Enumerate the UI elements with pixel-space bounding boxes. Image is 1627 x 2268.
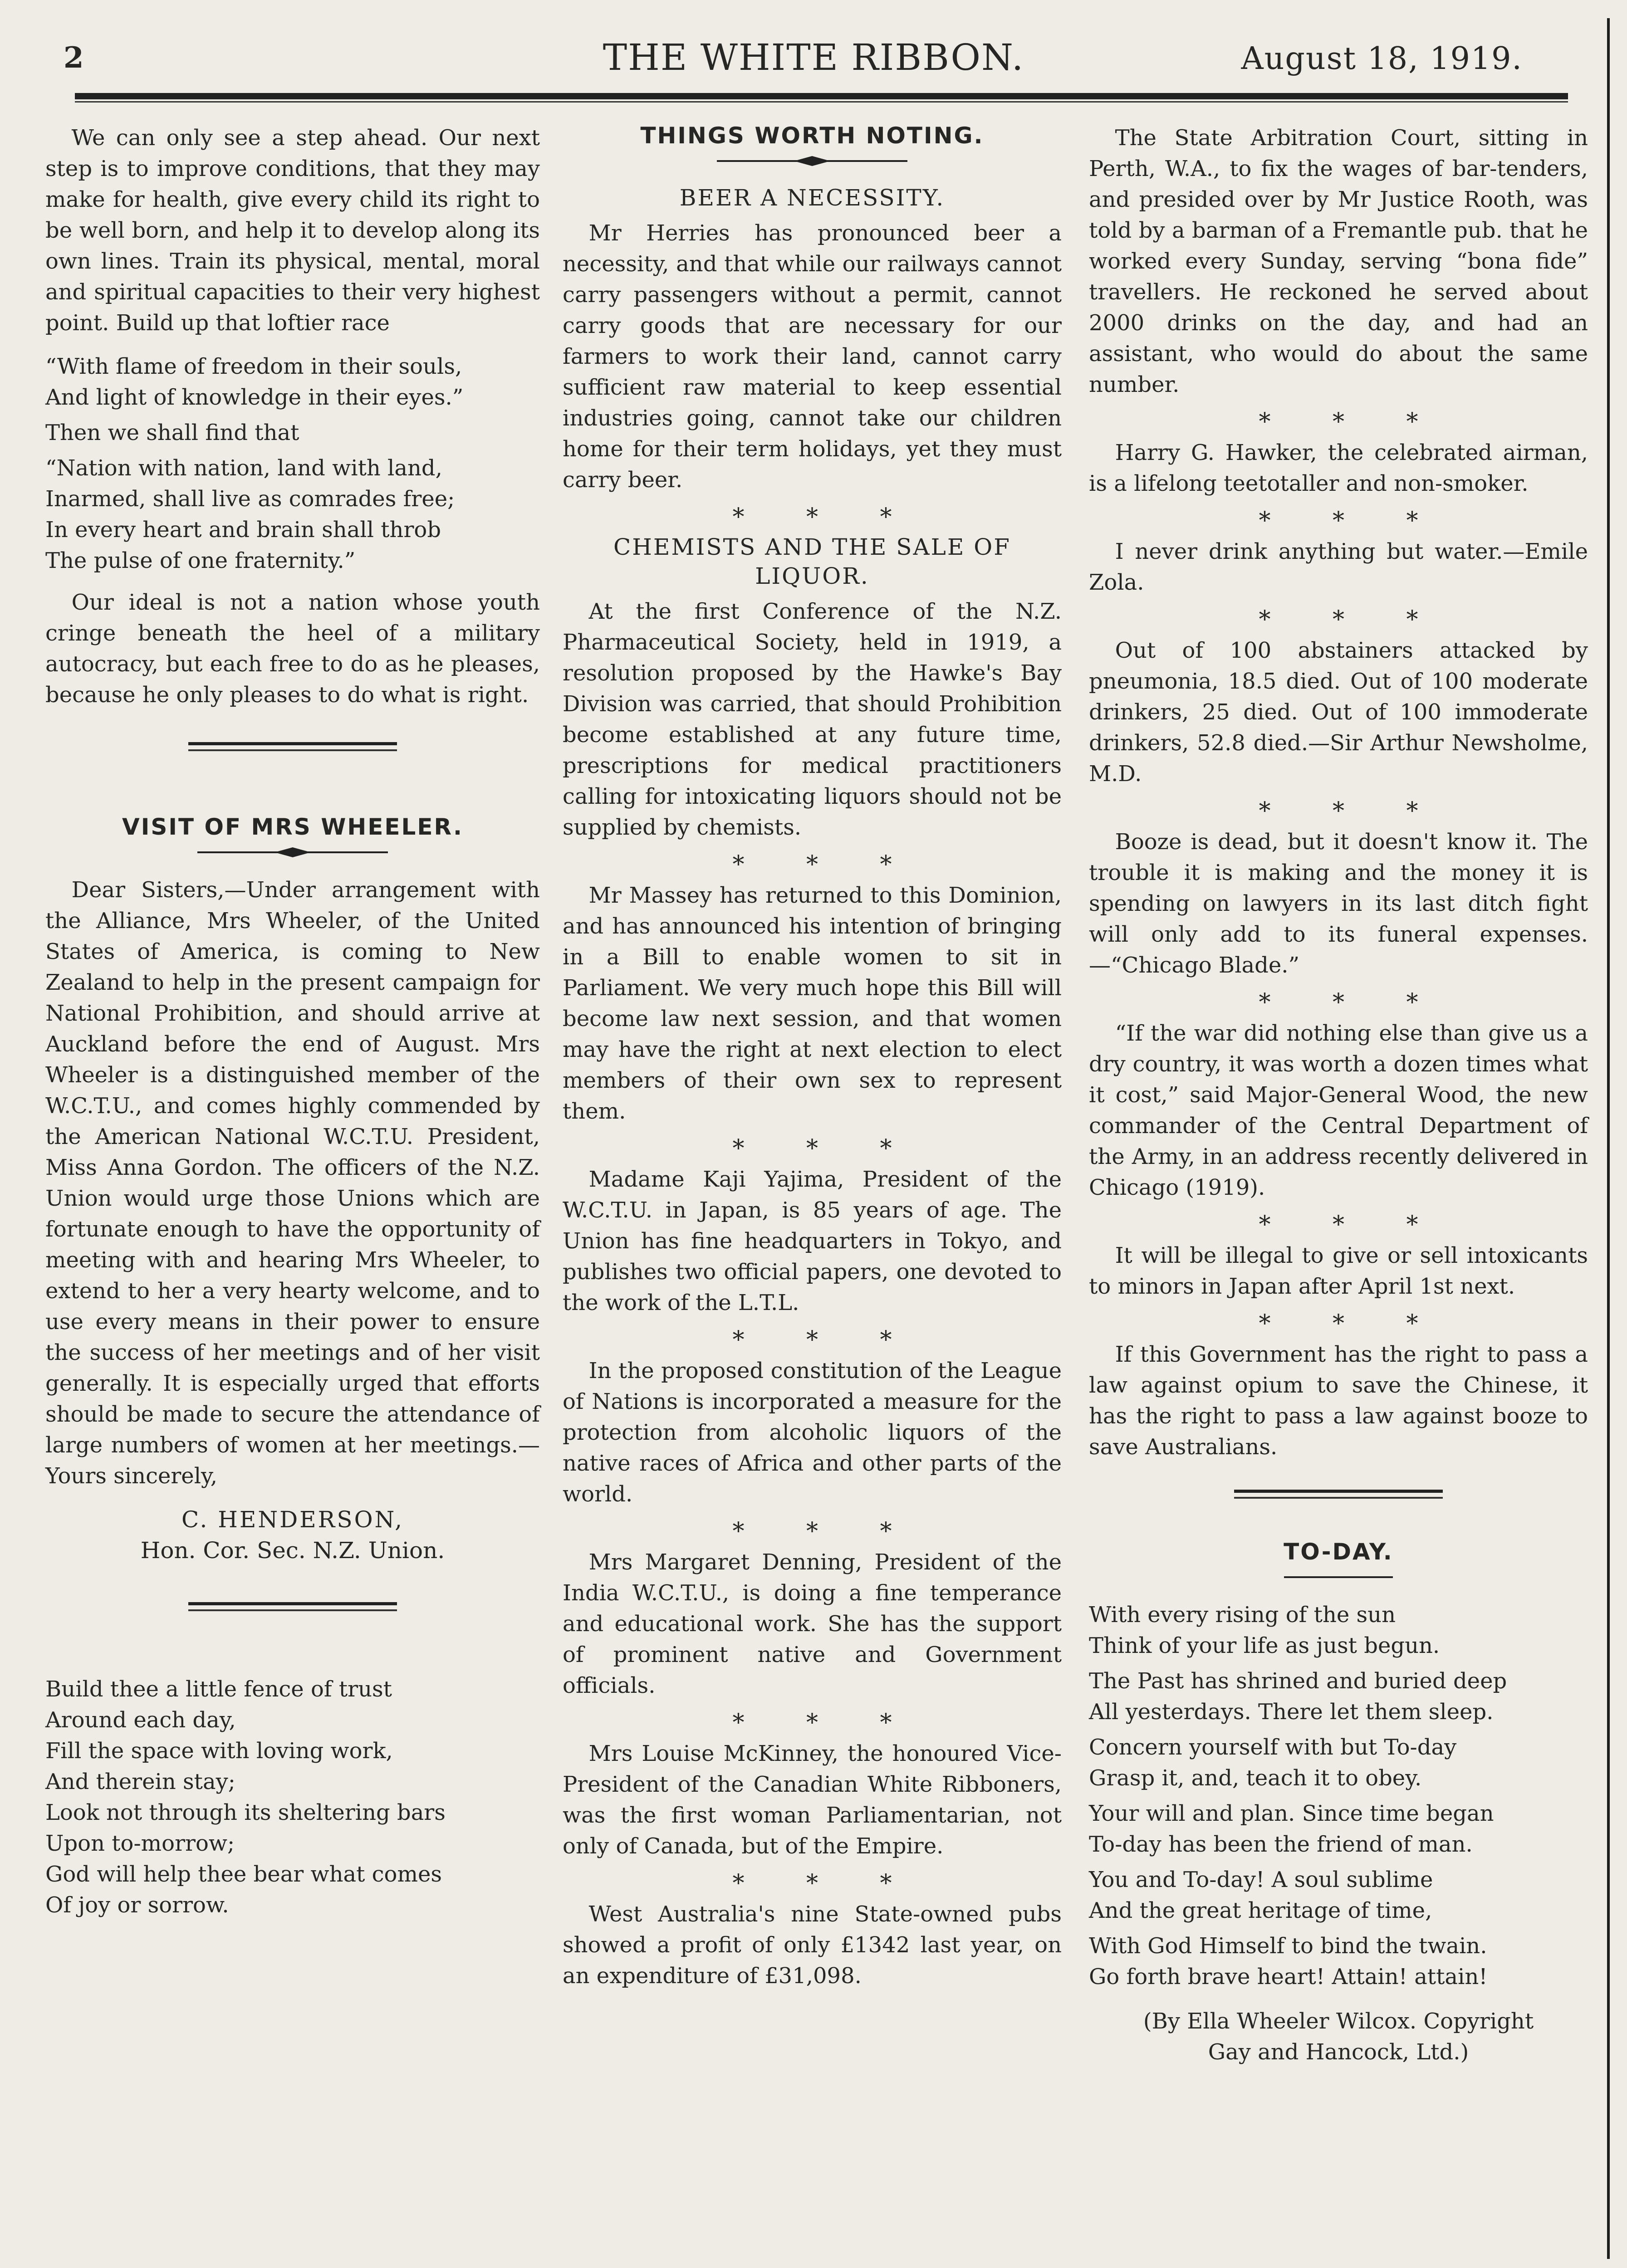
chemists-subheading: CHEMISTS AND THE SALE OF LIQUOR. — [613, 534, 1011, 589]
star-separator: * * * — [732, 1326, 919, 1354]
wheeler-letter: Dear Sisters,—Under arrangement with the Alliance, Mrs Wheeler, of the United States of America, is coming to New Zealand to help in the present campaign for National Prohibition, and should arrive at Auckland before the end of August. Mrs Wheeler is a distinguished member of the W.C.T.U., and comes highly commended by the American National W.C.T.U. President, Miss Anna Gordon. The officers of the N.Z. Union would urge those Unions which are fortunate enough to have the opportunity of meeting with and hearing Mrs Wheeler, to extend to her a very hearty welcome, and to use every means in their power to ensure the success of her meetings and of her visit generally. It is especially urged that efforts should be made to secure the attendance of large numbers of women at her meetings.—Yours sincerely, — [45, 877, 540, 1489]
beer-paragraph: Mr Herries has pronounced beer a necessity, and that while our railways cannot carry passengers without a permit, cannot carry goods that are necessary for our farmers to work their land, cannot carry sufficient raw material to keep essential industries going, cannot take our children home for their term holidays, yet they must carry beer. — [563, 220, 1062, 493]
star-separator: * * * — [732, 1870, 919, 1897]
chemists-paragraph: At the first Conference of the N.Z. Pharmaceutical Society, held in 1919, a resolution proposed by the Hawke's Bay Division was carried, that should Prohibition become established at any future time, prescriptions for medical practitioners calling for intoxicating liquors should not be supplied by chemists. — [563, 599, 1062, 840]
fence-poem: Build thee a little fence of trust Around each day, Fill the space with loving work, And therein stay; Look not through its sheltering bars Upon to-morrow; God will help thee bear what comes Of joy or sorrow. — [45, 1677, 446, 1918]
page-header — [64, 32, 1563, 77]
wheeler-heading: VISIT OF MRS WHEELER. — [122, 814, 463, 840]
section-divider — [1234, 1490, 1443, 1502]
page-number: 2 — [64, 41, 84, 75]
opium-paragraph: If this Government has the right to pass a law against opium to save the Chinese, it has the right to pass a law against booze to save Australians. — [1089, 1342, 1588, 1460]
star-separator: * * * — [732, 1135, 919, 1162]
page-edge — [1607, 18, 1610, 2259]
league-paragraph: In the proposed constitution of the League of Nations is incorporated a measure for the protection from alcoholic liquors of the native races of Africa and other parts of the world. — [563, 1358, 1062, 1507]
massey-paragraph: Mr Massey has returned to this Dominion, and has announced his intention of bringing in a Bill to enable women to sit in Parliament. We very much hope this Bill will become law next session, and that women may have the right at next election to elect members of their own sex to represent them. — [563, 883, 1062, 1124]
star-separator: * * * — [732, 851, 919, 878]
verse-freedom: “With flame of freedom in their souls, And light of knowledge in their eyes.” — [45, 354, 464, 410]
newsholme-paragraph: Out of 100 abstainers attacked by pneumonia, 18.5 died. Out of 100 moderate drinkers, 25 died. Out of 100 immoderate drinkers, 52.8 died.—Sir Arthur Newsholme, M.D. — [1089, 638, 1588, 787]
section-divider — [188, 1602, 397, 1615]
wood-paragraph: “If the war did nothing else than give us a dry country, it was worth a dozen times what it cost,” said Major-General Wood, the new commander of the Central Department of the Army, in an address recently delivered in Chicago (1919). — [1089, 1021, 1588, 1200]
star-separator: * * * — [732, 1518, 919, 1545]
booze-paragraph: Booze is dead, but it doesn't know it. The trouble it is making and the money it is spending on lawyers in its last ditch fight will only add to its funeral expenses.—“Chicago Blade.” — [1089, 829, 1588, 978]
poem-credit: (By Ella Wheeler Wilcox. Copyright Gay and Hancock, Ltd.) — [1143, 2009, 1534, 2065]
star-separator: * * * — [732, 503, 919, 531]
star-separator: * * * — [1259, 1310, 1446, 1337]
mckinney-paragraph: Mrs Louise McKinney, the honoured Vice-President of the Canadian White Ribboners, was the first woman Parliamentarian, not only of Canada, but of the Empire. — [563, 1741, 1062, 1859]
column-middle — [563, 122, 1062, 2004]
things-heading: THINGS WORTH NOTING. — [640, 122, 984, 149]
heading-ornament — [1089, 1570, 1588, 1589]
today-stanza: You and To-day! A soul sublime And the great heritage of time, — [1089, 1867, 1433, 1923]
star-separator: * * * — [1259, 606, 1446, 633]
beer-subheading: BEER A NECESSITY. — [679, 185, 945, 211]
today-stanza: The Past has shrined and buried deep All yesterdays. There let them sleep. — [1089, 1668, 1507, 1725]
section-divider — [188, 742, 397, 755]
hawker-paragraph: Harry G. Hawker, the celebrated airman, is a lifelong teetotaller and non-smoker. — [1089, 440, 1588, 496]
heading-ornament — [563, 154, 1062, 172]
issue-date: August 18, 1919. — [1241, 41, 1523, 77]
star-separator: * * * — [1259, 1211, 1446, 1238]
today-heading: TO-DAY. — [1284, 1539, 1393, 1565]
column-left — [45, 122, 540, 1925]
star-separator: * * * — [1259, 989, 1446, 1016]
arbitration-paragraph: The State Arbitration Court, sitting in Perth, W.A., to fix the wages of bar-tenders, and presided over by Mr Justice Rooth, was told by a barman of a Fremantle pub. that he worked every Sunday, serving “bona fide” travellers. He reckoned he served about 2000 drinks on the day, and had an assistant, who would do about the same number. — [1089, 125, 1588, 397]
verse-fraternity: “Nation with nation, land with land, Inarmed, shall live as comrades free; In every heart and brain shall throb The pulse of one fraternity.” — [45, 455, 455, 573]
today-stanza: Your will and plan. Since time began To-day has been the friend of man. — [1089, 1801, 1494, 1857]
kaji-paragraph: Madame Kaji Yajima, President of the W.C.T.U. in Japan, is 85 years of age. The Union has fine headquarters in Tokyo, and publishes two official papers, one devoted to the work of the L.T.L. — [563, 1167, 1062, 1315]
header-rule-thin — [75, 101, 1568, 103]
column-right — [1089, 122, 1588, 2072]
ideal-paragraph: Our ideal is not a nation whose youth cringe beneath the heel of a military autocracy, but each free to do as he pleases, because he only pleases to do what is right. — [45, 590, 540, 708]
star-separator: * * * — [1259, 507, 1446, 534]
star-separator: * * * — [732, 1709, 919, 1736]
denning-paragraph: Mrs Margaret Denning, President of the India W.C.T.U., is doing a fine temperance and educational work. She has the support of prominent native and Government officials. — [563, 1549, 1062, 1698]
intro-paragraph: We can only see a step ahead. Our next step is to improve conditions, that they may make for health, give every child its right to be well born, and help it to develop along its own lines. Train its physical, mental, moral and spiritual capacities to their very highest point. Build up that loftier race — [45, 125, 540, 336]
heading-ornament — [45, 846, 540, 864]
zola-paragraph: I never drink anything but water.—Emile Zola. — [1089, 539, 1588, 595]
star-separator: * * * — [1259, 408, 1446, 435]
signature-title: Hon. Cor. Sec. N.Z. Union. — [140, 1537, 445, 1564]
today-stanza: Concern yourself with but To-day Grasp it, and, teach it to obey. — [1089, 1735, 1457, 1791]
japan-paragraph: It will be illegal to give or sell intoxicants to minors in Japan after April 1st next. — [1089, 1243, 1588, 1299]
header-rule — [75, 93, 1568, 99]
today-stanza: With God Himself to bind the twain. Go forth brave heart! Attain! attain! — [1089, 1933, 1488, 1989]
today-stanza: With every rising of the sun Think of your life as just begun. — [1089, 1602, 1440, 1658]
masthead-title: THE WHITE RIBBON. — [603, 36, 1024, 78]
star-separator: * * * — [1259, 797, 1446, 825]
signature-name: C. HENDERSON, — [181, 1506, 404, 1533]
then-line: Then we shall find that — [45, 420, 299, 445]
west-australia-paragraph: West Australia's nine State-owned pubs showed a profit of only £1342 last year, on an expenditure of £31,098. — [563, 1901, 1062, 1989]
